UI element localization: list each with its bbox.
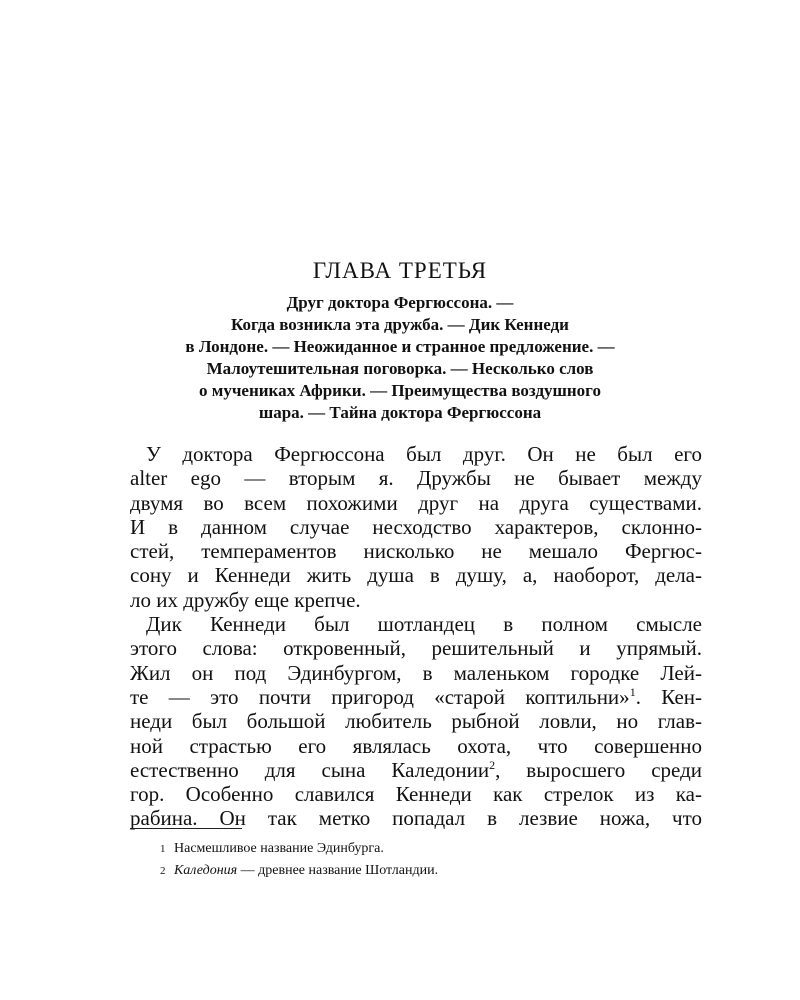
- body-line: [130, 758, 702, 782]
- footnote-number: 2: [160, 865, 166, 877]
- body-line: неди был большой любитель рыбной ловли, но глав-: [130, 709, 702, 734]
- body-line: рабина. Он так метко попадал в лезвие ножа, что: [130, 806, 702, 831]
- footnote-text: — древнее название Шотландии.: [237, 863, 439, 878]
- body-line: Дик Кеннеди был шотландец в полном смысле: [146, 612, 702, 637]
- body-line: этого слова: откровенный, решительный и упрямый.: [130, 636, 702, 661]
- body-line: гор. Особенно славился Кеннеди как стрелок из ка-: [130, 782, 702, 807]
- footnotes: [160, 838, 700, 882]
- footnote-divider: [130, 828, 242, 829]
- footnote-item: [160, 860, 700, 882]
- footnote-ref[interactable]: 1: [629, 684, 636, 699]
- synopsis-line: шара. — Тайна доктора Фергюссона: [258, 403, 542, 422]
- body-line-part: , выросшего среди: [495, 757, 702, 782]
- body-line: стей, темпераментов нисколько не мешало Фергюс-: [130, 539, 702, 564]
- footnote-text: Насмешливое название Эдинбурга.: [174, 841, 384, 856]
- body-line-part: . Кен-: [635, 684, 702, 709]
- synopsis-line: в Лондоне. — Неожиданное и странное предложение. —: [185, 337, 615, 356]
- body-line: У доктора Фергюссона был друг. Он не был его: [146, 442, 702, 466]
- chapter-title: ГЛАВА ТРЕТЬЯ: [312, 258, 488, 283]
- synopsis-line: Малоутешительная поговорка. — Несколько слов: [206, 359, 594, 378]
- body-line: ло их дружбу еще крепче.: [130, 587, 361, 612]
- body-line: ной страстью его являлась охота, что совершенно: [130, 733, 702, 758]
- body-line: alter ego — вторым я. Дружбы не бывает между: [130, 466, 702, 491]
- synopsis-line: Друг доктора Фергюссона. —: [286, 293, 514, 312]
- footnote-number: 1: [160, 843, 166, 855]
- footnote-item: [160, 838, 700, 860]
- footnote-term: Каледония: [174, 863, 238, 878]
- body-line: двумя во всем похожими друг на друга существами.: [130, 490, 702, 515]
- body-line-part: естественно для сына Каледонии: [130, 757, 490, 782]
- body-line: И в данном случае несходство характеров, склонно-: [130, 514, 702, 539]
- body-line: сону и Кеннеди жить душа в душу, а, наоборот, дела-: [130, 563, 702, 588]
- synopsis-line: Когда возникла эта дружба. — Дик Кеннеди: [231, 315, 569, 334]
- body-line: Жил он под Эдинбургом, в маленьком городке Лей-: [130, 660, 702, 685]
- body-line-part: те — это почти пригород «старой коптильни»: [130, 684, 630, 709]
- body-line: [130, 685, 702, 709]
- body-text: [130, 442, 702, 831]
- synopsis-line: о мучениках Африки. — Преимущества воздушного: [199, 381, 601, 400]
- footnote-ref[interactable]: 2: [489, 757, 496, 772]
- chapter-synopsis: [100, 292, 700, 424]
